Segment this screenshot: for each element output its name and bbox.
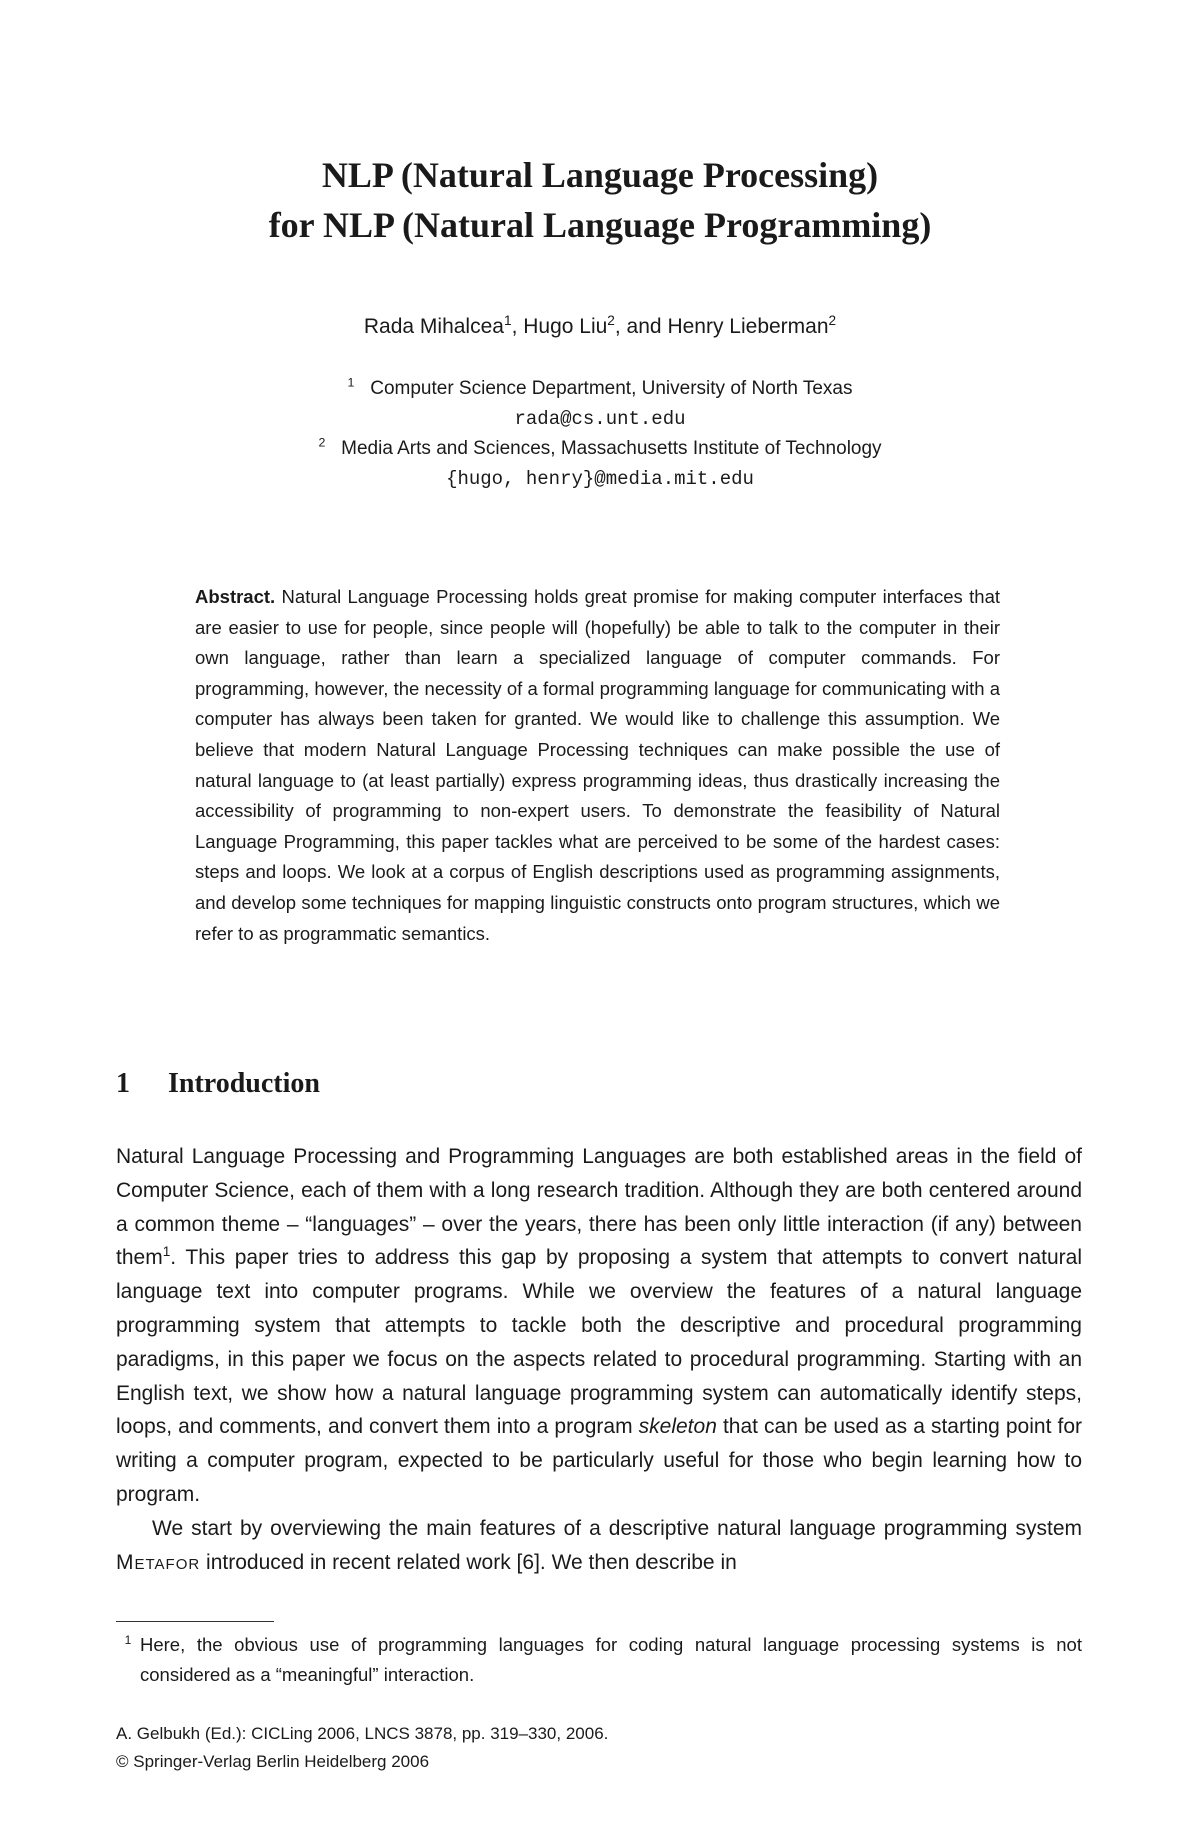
affiliation-mark: 1	[503, 313, 512, 328]
author-separator: ,	[511, 315, 524, 338]
system-name: Metafor	[116, 1550, 201, 1574]
body-paragraph-1	[116, 1140, 1082, 1512]
affiliation-mark: 2	[607, 313, 615, 328]
citation-line: A. Gelbukh (Ed.): CICLing 2006, LNCS 3878, pp. 319–330, 2006.	[116, 1724, 609, 1743]
body-text-run: We start by overviewing the main features of a descriptive natural language programming system	[152, 1516, 1082, 1540]
footnote-text: Here, the obvious use of programming languages for coding natural language processing systems is not considered as a “meaningful” interaction.	[140, 1634, 1082, 1685]
body-text-run: that can be used as a starting point for writing a computer program, expected to be particularly useful for those who begin learning how to program.	[116, 1415, 1082, 1506]
affiliation-mark: 2	[318, 435, 326, 450]
author-name: Hugo Liu	[523, 315, 608, 338]
affiliation-mark: 2	[828, 313, 837, 328]
author-email: rada@cs.unt.edu	[514, 408, 686, 430]
affiliation-2	[0, 434, 1200, 464]
affiliation-block	[0, 374, 1200, 494]
publication-info	[116, 1720, 1082, 1776]
footnote	[116, 1630, 1082, 1690]
footnote-number: 1	[124, 1632, 132, 1647]
affiliation-org: Media Arts and Sciences, Massachusetts Institute of Technology	[341, 438, 882, 459]
emphasized-term: skeleton	[638, 1415, 717, 1439]
footnote-divider	[116, 1621, 274, 1622]
abstract-label: Abstract.	[195, 586, 276, 607]
affiliation-1	[0, 374, 1200, 404]
author-email: {hugo, henry}@media.mit.edu	[446, 468, 754, 490]
paper-title	[0, 150, 1200, 250]
affiliation-2-email	[0, 464, 1200, 494]
section-number: 1	[116, 1068, 130, 1099]
footnote-mark	[116, 1630, 140, 1660]
affiliation-org: Computer Science Department, University of North Texas	[370, 378, 853, 399]
affiliation-1-email	[0, 404, 1200, 434]
title-line-1: NLP (Natural Language Processing)	[321, 155, 879, 195]
abstract-text: Natural Language Processing holds great promise for making computer interfaces that are easier to use for people, since people will (hopefully) be able to talk to the computer in their own language, rather than learn a specialized language of computer commands. For programming, however, the necessity of a formal programming language for communicating with a computer has always been taken for granted. We would like to challenge this assumption. We believe that modern Natural Language Processing techniques can make possible the use of natural language to (at least partially) express programming ideas, thus drastically increasing the accessibility of programming to non-expert users. To demonstrate the feasibility of Natural Language Programming, this paper tackles what are perceived to be some of the hardest cases: steps and loops. We look at a corpus of English descriptions used as programming assignments, and develop some techniques for mapping linguistic constructs onto program structures, which we refer to as programmatic semantics.	[195, 586, 1000, 944]
body-text-run: Natural Language Processing and Programming Languages are both established areas in the field of Computer Science, each of them with a long research tradition. Although they are both centered around a common theme – “languages” – over the years, there has been only little interaction (if any) between them	[116, 1145, 1082, 1270]
body-text	[116, 1140, 1082, 1579]
body-text-run: . This paper tries to address this gap by proposing a system that attempts to convert natural language text into computer programs. While we overview the features of a natural language programming system that attempts to tackle both the descriptive and procedural programming paradigms, in this paper we focus on the aspects related to procedural programming. Starting with an English text, we show how a natural language programming system can automatically identify steps, loops, and comments, and convert them into a program	[116, 1246, 1082, 1439]
copyright-line: © Springer-Verlag Berlin Heidelberg 2006	[116, 1752, 430, 1771]
title-line-2: for NLP (Natural Language Programming)	[268, 205, 932, 245]
body-text-run: introduced in recent related work [6]. We then describe in	[200, 1550, 737, 1574]
author-name: Henry Lieberman	[667, 315, 829, 338]
abstract	[195, 582, 1000, 949]
affiliation-mark: 1	[347, 375, 355, 390]
author-separator: , and	[614, 315, 668, 338]
section-title: Introduction	[168, 1068, 320, 1099]
section-heading	[116, 1064, 320, 1104]
footnote-marker: 1	[162, 1244, 171, 1260]
author-list	[0, 312, 1200, 342]
author-name: Rada Mihalcea	[363, 315, 504, 338]
body-paragraph-2	[116, 1512, 1082, 1580]
